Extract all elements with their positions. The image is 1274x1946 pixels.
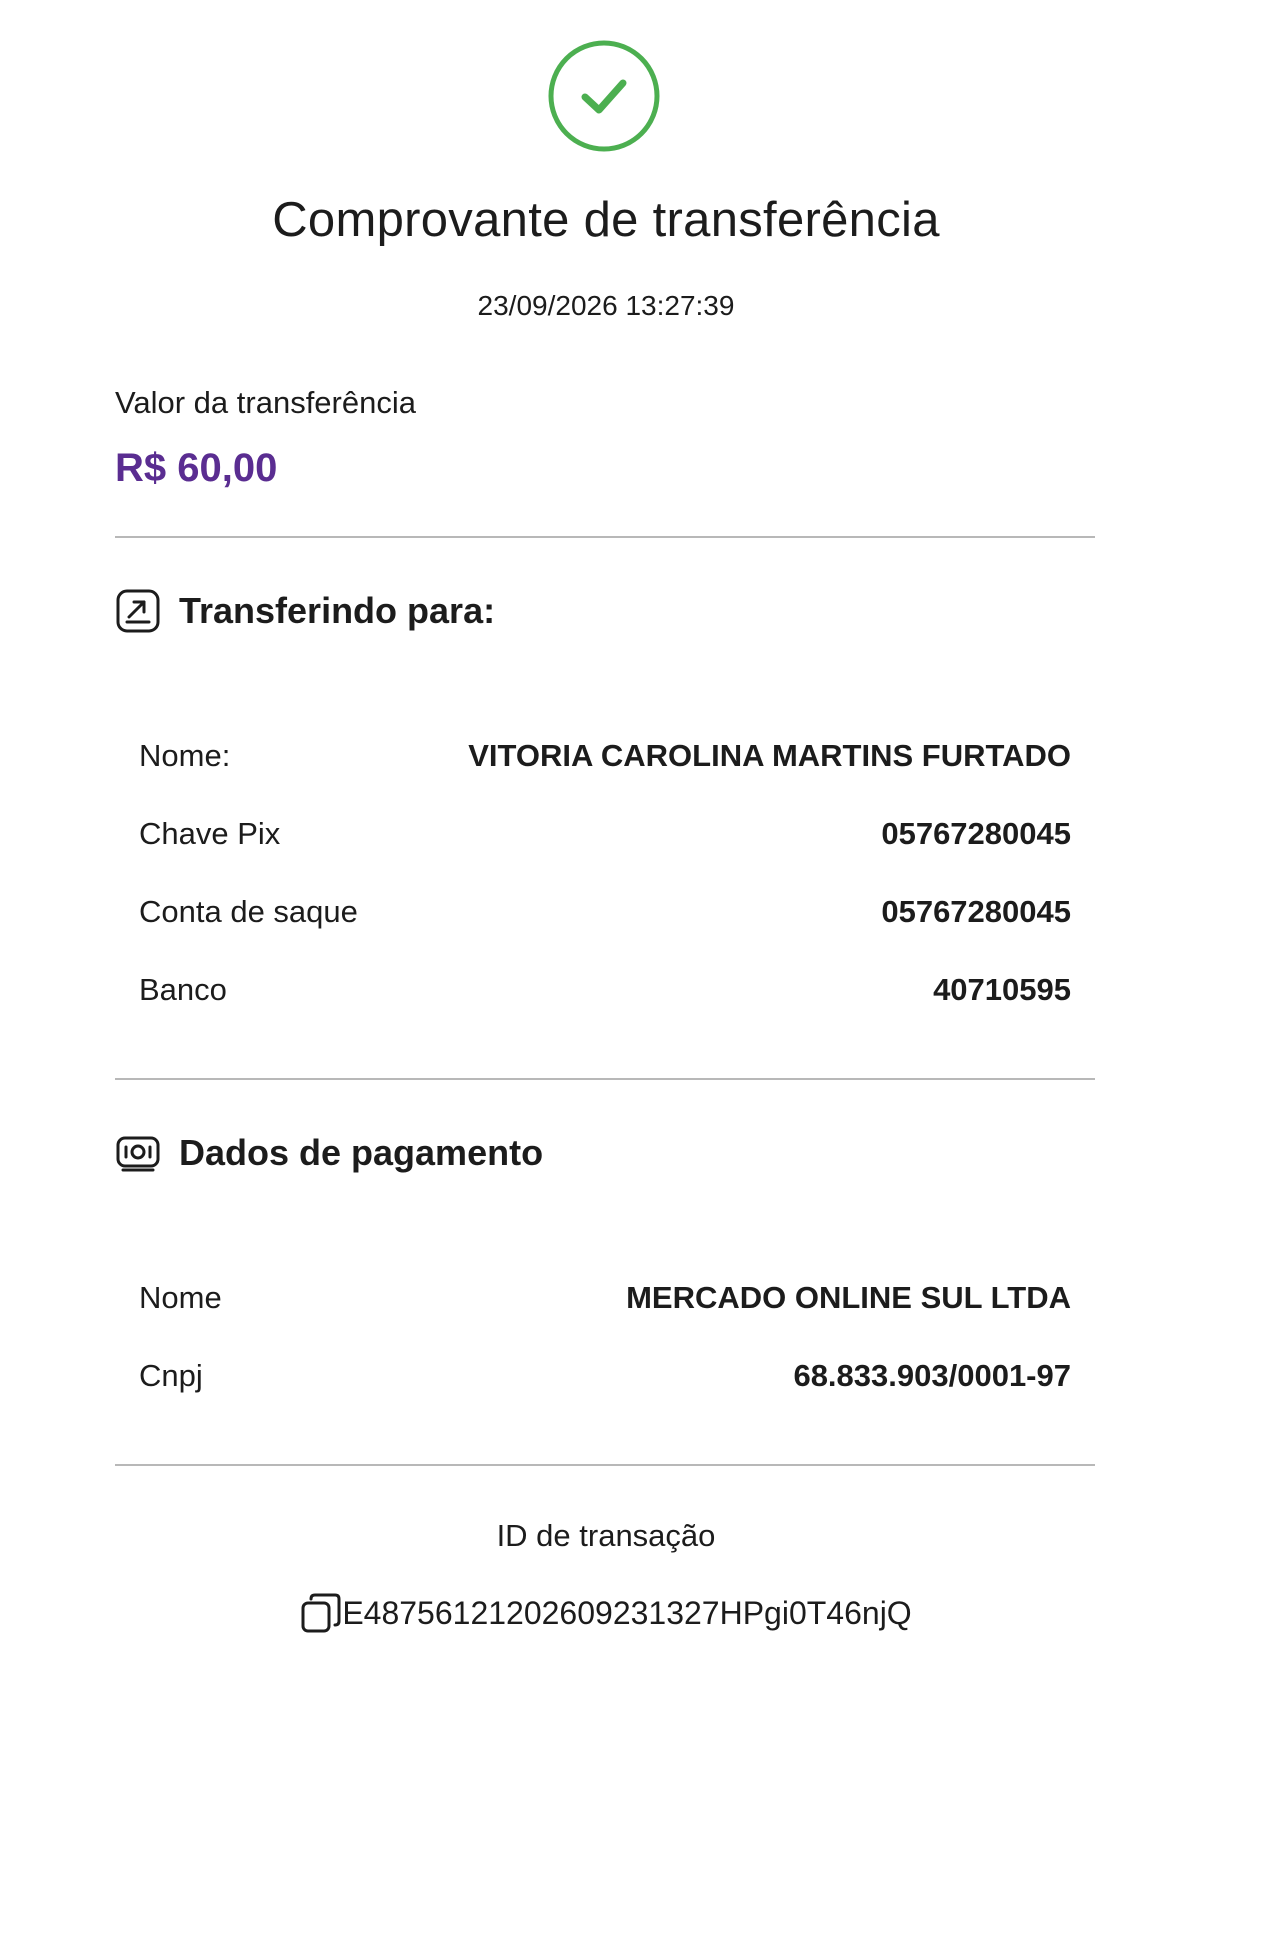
row-label: Cnpj [139,1358,203,1393]
row-value: 05767280045 [881,816,1071,851]
transaction-id-row[interactable] [0,1592,1212,1634]
check-circle-icon [548,40,660,152]
recipient-row-name [139,738,1071,774]
payment-section-header [115,1130,543,1176]
row-value: VITORIA CAROLINA MARTINS FURTADO [468,738,1071,773]
row-label: Chave Pix [139,816,281,851]
row-label: Nome [139,1280,222,1315]
payment-row-cnpj [139,1358,1071,1394]
payment-row-name [139,1280,1071,1316]
transfer-arrow-icon [115,588,161,634]
row-value: 40710595 [933,972,1071,1007]
row-value: 68.833.903/0001-97 [793,1358,1071,1393]
recipient-heading: Transferindo para: [179,590,496,631]
recipient-row-bank [139,972,1071,1008]
recipient-row-pix-key [139,816,1071,852]
page-title: Comprovante de transferência [272,193,940,247]
payment-heading: Dados de pagamento [179,1132,544,1173]
recipient-row-account [139,894,1071,930]
row-value: 05767280045 [881,894,1071,929]
row-label: Conta de saque [139,894,358,929]
row-label: Banco [139,972,227,1007]
recipient-section-header [115,588,495,634]
divider [115,536,1095,538]
divider [115,1464,1095,1466]
value-label: Valor da transferência [115,385,416,420]
money-bill-icon [115,1130,161,1176]
transaction-id-label: ID de transação [496,1518,716,1553]
value-amount: R$ 60,00 [115,446,278,490]
transaction-id-value: E48756121202609231327HPgi0T46njQ [342,1594,912,1631]
divider [115,1078,1095,1080]
transfer-datetime: 23/09/2026 13:27:39 [477,290,735,321]
row-value: MERCADO ONLINE SUL LTDA [626,1280,1071,1315]
copy-icon[interactable] [300,1592,342,1634]
row-label: Nome: [139,738,231,773]
